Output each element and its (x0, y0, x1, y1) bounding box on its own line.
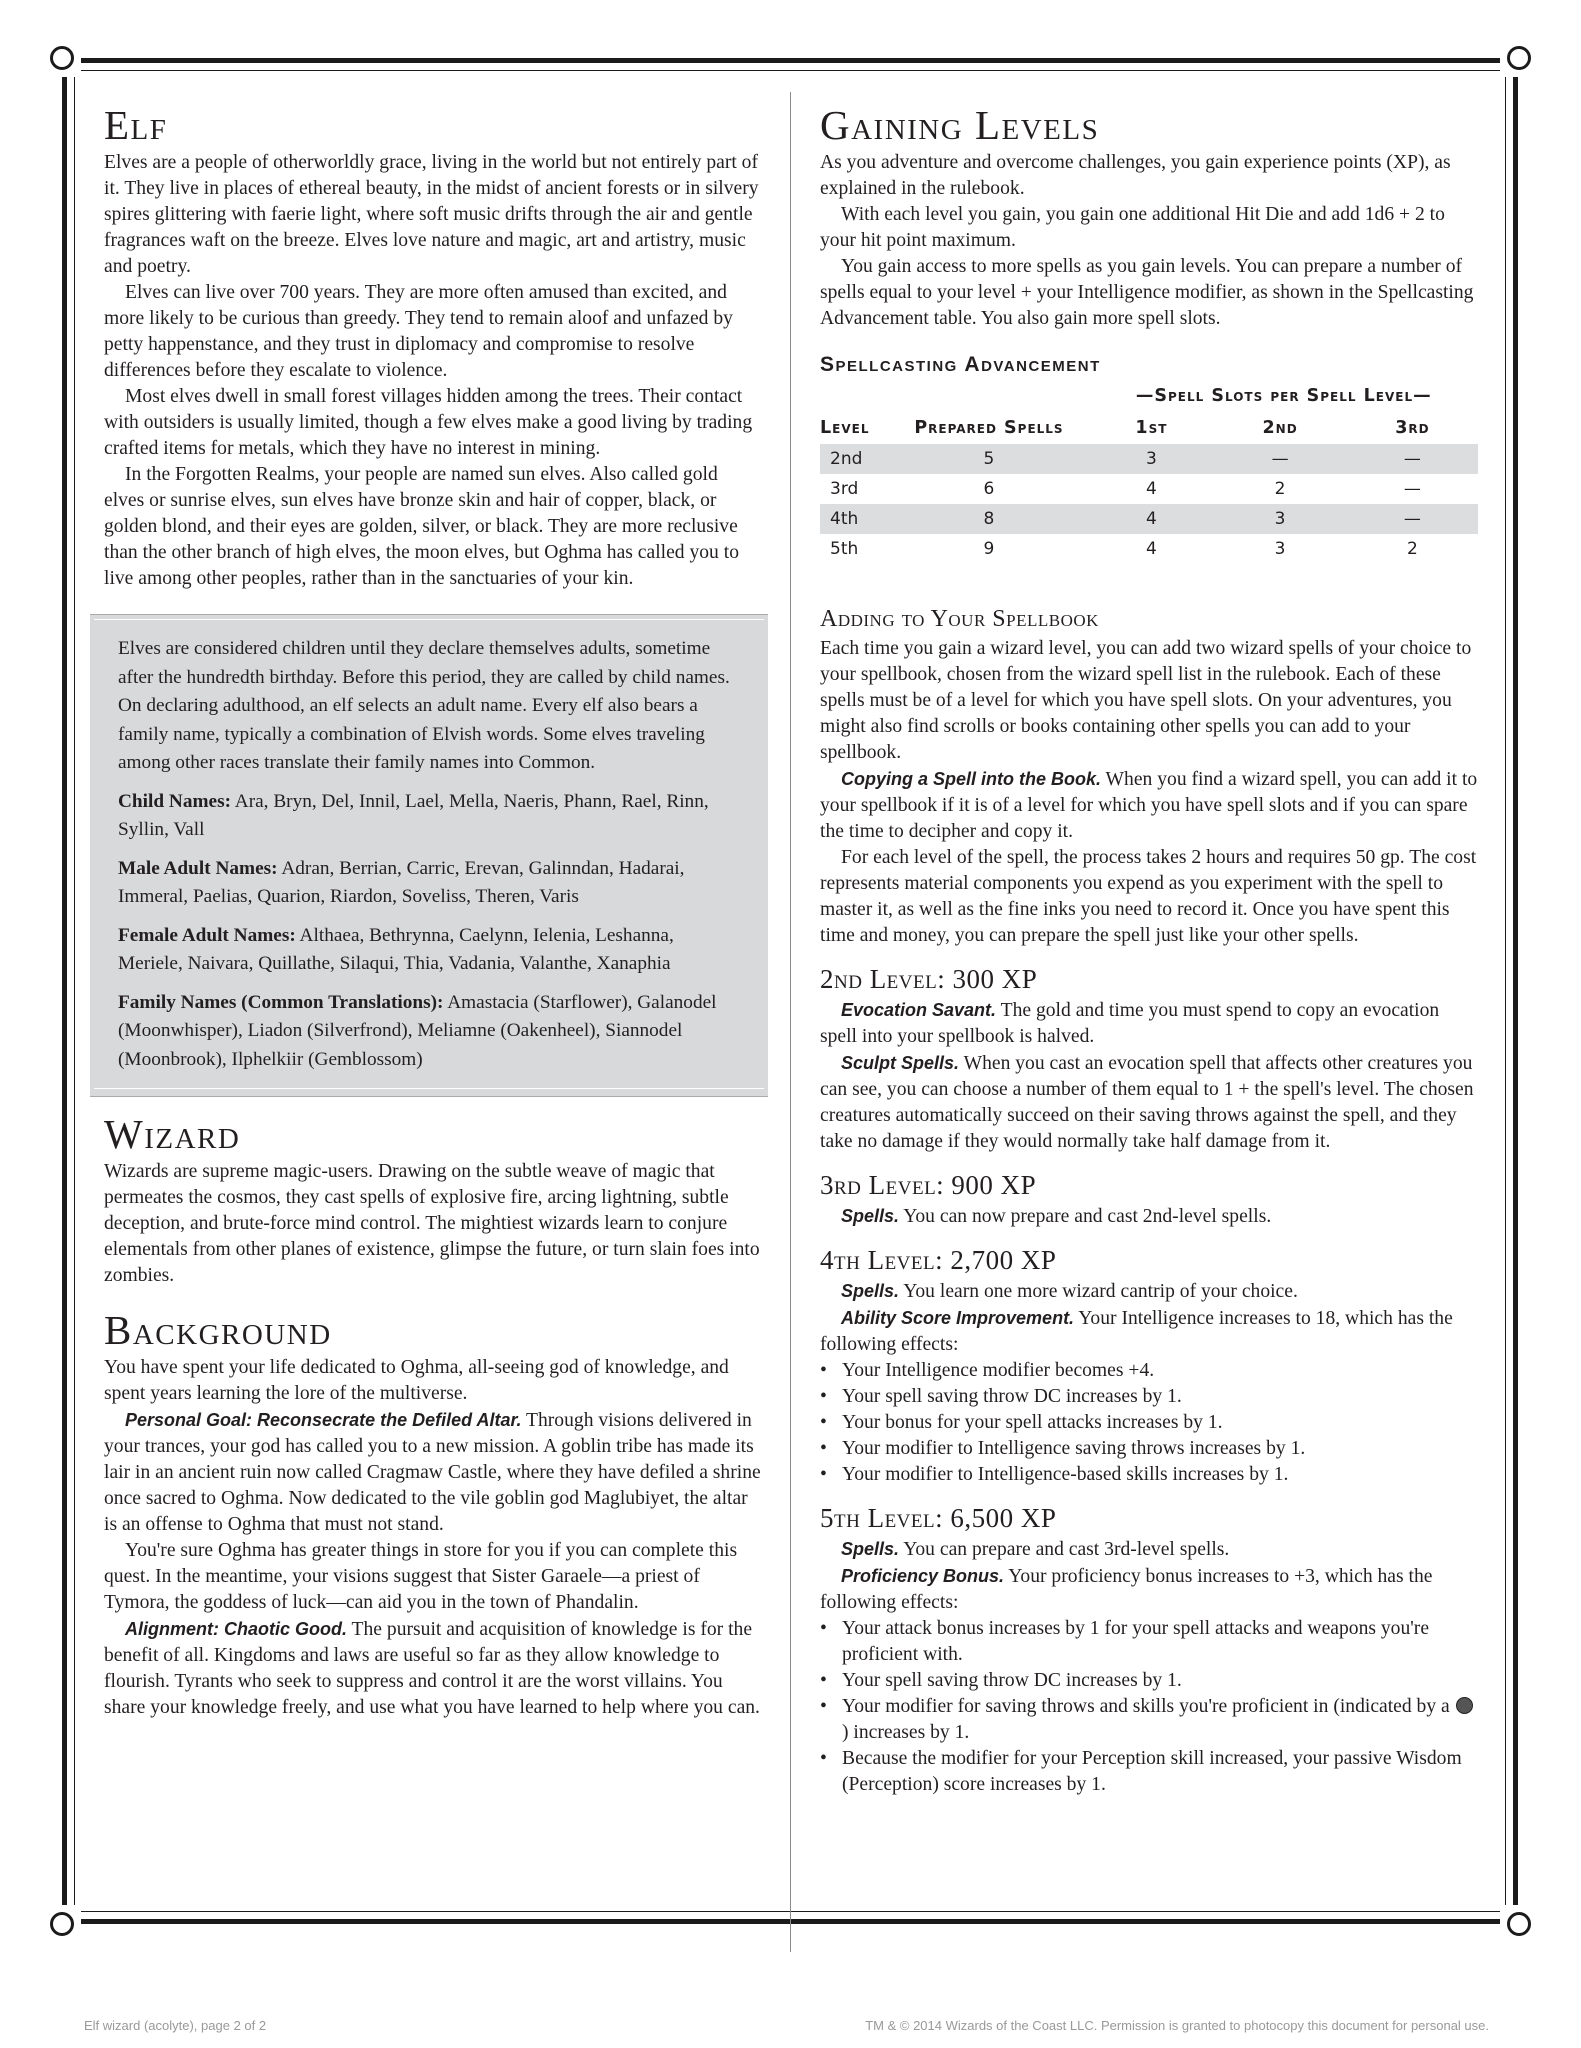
table-header-row (820, 412, 1478, 444)
spells-text: You learn one more wizard cantrip of your choice. (899, 1281, 1298, 1302)
footer-copyright: TM & © 2014 Wizards of the Coast LLC. Permission is granted to photocopy this document for personal use. (865, 2018, 1489, 2033)
ability-score-improvement (820, 1305, 1478, 1358)
spells-text: You can prepare and cast 3rd-level spells. (899, 1539, 1230, 1560)
list-item: • Your modifier to Intelligence saving throws increases by 1. (820, 1436, 1478, 1462)
table-cell: 8 (888, 504, 1089, 534)
spellcasting-table-title: Spellcasting Advancement (820, 353, 1101, 376)
spellbook-heading: Adding to Your Spellbook (820, 606, 1099, 632)
list-item-text: Your modifier for saving throws and skills you're proficient in (indicated by a (842, 1696, 1455, 1717)
table-superheader-row (820, 380, 1478, 412)
male-names (118, 855, 740, 912)
table-header-spacer (820, 380, 1090, 412)
female-names (118, 922, 740, 979)
list-item: • Your spell saving throw DC increases by 1. (820, 1384, 1478, 1410)
list-item: • Your bonus for your spell attacks increases by 1. (820, 1410, 1478, 1436)
table-cell: 9 (983, 539, 995, 559)
table-cell: — (1213, 444, 1347, 474)
personal-goal (104, 1407, 762, 1538)
spells-label: Spells. (841, 1281, 900, 1301)
spells-label: Spells. (841, 1206, 900, 1226)
corner-ornament (1500, 39, 1538, 77)
table-cell: 4 (1145, 479, 1157, 499)
alignment (104, 1616, 762, 1721)
table-row (820, 534, 1478, 564)
table-cell: 3 (1090, 444, 1214, 474)
table-cell: 4th (820, 504, 888, 534)
footer-page-label: Elf wizard (acolyte), page 2 of 2 (84, 2018, 267, 2033)
sculpt-spells (820, 1050, 1478, 1155)
table-cell: — (1347, 444, 1478, 474)
personal-goal-label: Personal Goal: Reconsecrate the Defiled Altar. (125, 1410, 522, 1430)
wizard-paragraph: Wizards are supreme magic-users. Drawing on the subtle weave of magic that permeates the cosmos, they cast spells of explosive fire, arcing lightning, subtle deception, and brute-force mind control. The mightiest wizards learn to conjure elementals from other planes of existence, glimpse the future, or turn slain foes into zombies. (104, 1161, 760, 1286)
table-cell: 3 (1213, 504, 1347, 534)
column-header: 1st (1135, 418, 1168, 438)
level-3-spells (820, 1203, 1478, 1230)
table-cell: 2 (1407, 539, 1418, 559)
female-names-list: Althaea, Bethrynna, Caelynn, Ielenia, Leshanna, Meriele, Naivara, Quillathe, Silaqui, Thia, Vadania, Valanthe, Xanaphia (118, 924, 674, 974)
level-4-spells (820, 1278, 1478, 1305)
sculpt-spells-label: Sculpt Spells. (841, 1053, 960, 1073)
elf-paragraph: In the Forgotten Realms, your people are named sun elves. Also called gold elves or sunrise elves, sun elves have bronze skin and hair of copper, black, or golden blond, and their eyes are golden, silver, or black. They are more reclusive than the other branch of high elves, the moon elves, but Oghma has called you to live among other peoples, rather than in the sanctuaries of your kin. (104, 464, 739, 589)
levels-paragraph: As you adventure and overcome challenges, you gain experience points (XP), as explained in the rulebook. (820, 152, 1451, 199)
table-cell: 6 (983, 479, 995, 499)
copying-spell-text: When you find a wizard spell, you can add it to your spellbook if it is of a level for which you have spell slots and if you can spare the time to decipher and copy it. (820, 769, 1478, 842)
right-column (820, 100, 1478, 1798)
list-item: • Your spell saving throw DC increases by 1. (820, 1668, 1478, 1694)
asi-text: Your Intelligence increases to 18, which has the following effects: (820, 1308, 1453, 1355)
child-names (118, 788, 740, 845)
list-item: • Your Intelligence modifier becomes +4. (820, 1358, 1478, 1384)
evocation-savant (820, 997, 1478, 1050)
levels-paragraph: With each level you gain, you gain one additional Hit Die and add 1d6 + 2 to your hit point maximum. (820, 204, 1445, 251)
corner-ornament (43, 39, 81, 77)
elf-paragraph: Elves are a people of otherworldly grace, living in the world but not entirely part of it. They live in places of ethereal beauty, in the midst of ancient forests or in silvery spires glittering with faerie light, where soft music drifts through the air and gentle fragrances waft on the breeze. Elves love nature and magic, art and artistry, music and poetry. (104, 152, 759, 277)
alignment-text: The pursuit and acquisition of knowledge is for the benefit of all. Kingdoms and laws are useful so far as they allow knowledge to flourish. Tyrants who seek to suppress and control it are the worst villains. You share your knowledge freely, and use what you have learned to help where you can. (104, 1619, 760, 1718)
column-header: 2nd (1262, 418, 1298, 438)
table-cell: 4 (1145, 539, 1157, 559)
level-4-effects-list (820, 1358, 1478, 1488)
table-cell: 3rd (830, 479, 859, 499)
corner-ornament (1500, 1905, 1538, 1943)
level-5-heading: 5th Level: 6,500 XP (820, 1503, 1057, 1533)
column-header: Prepared Spells (914, 418, 1064, 438)
list-item (820, 1694, 1478, 1746)
spellbook-paragraph: Each time you gain a wizard level, you can add two wizard spells of your choice to your spellbook, chosen from the wizard spell list in the rulebook. Each of these spells must be of a level for which you have spell slots. On your adventures, you might also find scrolls or books containing other spells you can add to your spellbook. (820, 638, 1472, 763)
child-names-list: Ara, Bryn, Del, Innil, Lael, Mella, Naeris, Phann, Rael, Rinn, Syllin, Vall (118, 790, 709, 840)
list-item-text: ) increases by 1. (842, 1722, 970, 1743)
male-names-list: Adran, Berrian, Carric, Erevan, Galinndan, Hadarai, Immeral, Paelias, Quarion, Riardon, Soveliss, Theren, Varis (118, 857, 685, 907)
level-3-heading: 3rd Level: 900 XP (820, 1170, 1037, 1200)
left-column (104, 100, 762, 1721)
background-paragraph: You have spent your life dedicated to Oghma, all-seeing god of knowledge, and spent years learning the lore of the multiverse. (104, 1357, 729, 1404)
elf-paragraph: Most elves dwell in small forest villages hidden among the trees. Their contact with outsiders is usually limited, though a few elves make a good living by trading crafted items for metals, which they have no interest in mining. (104, 386, 753, 459)
list-item: • Your attack bonus increases by 1 for your spell attacks and weapons you're proficient with. (820, 1616, 1478, 1668)
table-cell: 2 (1274, 479, 1286, 499)
list-item: • Your modifier to Intelligence-based skills increases by 1. (820, 1462, 1478, 1488)
table-cell: 5 (888, 444, 1089, 474)
alignment-label: Alignment: Chaotic Good. (125, 1619, 347, 1639)
gaining-levels-heading: Gaining Levels (820, 102, 1100, 148)
table-row (820, 444, 1478, 474)
elf-names-sidebar (90, 614, 768, 1097)
evocation-savant-label: Evocation Savant. (841, 1000, 997, 1020)
table-cell: 5th (830, 539, 859, 559)
male-names-label: Male Adult Names: (118, 857, 278, 879)
level-5-effects-list (820, 1616, 1478, 1798)
names-intro: Elves are considered children until they declare themselves adults, sometime after the hundredth birthday. Before this period, they are called by child names. On declaring adulthood, an elf selects an adult name. Every elf also bears a family name, typically a combination of Elvish words. Some elves traveling among other races translate their family names into Common. (118, 638, 730, 773)
copying-spell-label: Copying a Spell into the Book. (841, 769, 1102, 789)
level-2-heading: 2nd Level: 300 XP (820, 964, 1038, 994)
proficiency-bonus-label: Proficiency Bonus. (841, 1566, 1005, 1586)
spellbook-paragraph: For each level of the spell, the process takes 2 hours and requires 50 gp. The cost represents material components you expend as you experiment with the spell to master it, as well as the fine inks you need to record it. Once you have spent this time and money, you can prepare the spell just like your other spells. (820, 847, 1477, 946)
column-header: 3rd (1395, 418, 1430, 438)
spellcasting-advancement-table (820, 380, 1478, 564)
background-paragraph: You're sure Oghma has greater things in store for you if you can complete this quest. In the meantime, your visions suggest that Sister Garaele—a priest of Tymora, the goddess of luck—can aid you in the town of Phandalin. (104, 1540, 738, 1613)
table-row (820, 474, 1478, 504)
table-cell: — (1347, 504, 1478, 534)
spells-text: You can now prepare and cast 2nd-level spells. (899, 1206, 1272, 1227)
spell-slots-header: —Spell Slots per Spell Level— (1135, 386, 1432, 406)
elf-heading: Elf (104, 102, 168, 148)
table-row (820, 504, 1478, 534)
proficiency-bonus-text: Your proficiency bonus increases to +3, which has the following effects: (820, 1566, 1433, 1613)
list-item: • Because the modifier for your Perception skill increased, your passive Wisdom (Perception) score increases by 1. (820, 1746, 1478, 1798)
family-names-label: Family Names (Common Translations): (118, 991, 444, 1013)
wizard-heading: Wizard (104, 1111, 241, 1157)
table-cell: — (1403, 479, 1421, 499)
family-names-list: Amastacia (Starflower), Galanodel (Moonwhisper), Liadon (Silverfrond), Meliamne (Oakenheel), Siannodel (Moonbrook), Ilphelkiir (Gemblossom) (118, 991, 717, 1070)
spells-label: Spells. (841, 1539, 900, 1559)
corner-ornament (43, 1905, 81, 1943)
proficiency-bonus (820, 1563, 1478, 1616)
proficiency-dot-icon (1456, 1697, 1473, 1714)
level-4-heading: 4th Level: 2,700 XP (820, 1245, 1057, 1275)
table-cell: 3 (1274, 539, 1286, 559)
female-names-label: Female Adult Names: (118, 924, 296, 946)
column-divider (790, 92, 791, 1952)
background-heading: Background (104, 1307, 332, 1353)
table-cell: 4 (1090, 504, 1214, 534)
asi-label: Ability Score Improvement. (841, 1308, 1075, 1328)
personal-goal-text: Through visions delivered in your trances, your god has called you to a new mission. A goblin tribe has made its lair in an ancient ruin now called Cragmaw Castle, where they have defiled a shrine once sacred to Oghma. Now dedicated to the vile goblin god Maglubiyet, the altar is an offense to Oghma that must not stand. (104, 1410, 761, 1535)
copying-spell (820, 766, 1478, 845)
child-names-label: Child Names: (118, 790, 232, 812)
levels-paragraph: You gain access to more spells as you gain levels. You can prepare a number of spells equal to your level + your Intelligence modifier, as shown in the Spellcasting Advancement table. You also gain more spell slots. (820, 256, 1474, 329)
sculpt-spells-text: When you cast an evocation spell that affects other creatures you can see, you can choose a number of them equal to 1 + the spell's level. The chosen creatures automatically succeed on their saving throws against the spell, and they take no damage if they would normally take half damage from it. (820, 1053, 1474, 1152)
level-5-spells (820, 1536, 1478, 1563)
elf-paragraph: Elves can live over 700 years. They are more often amused than excited, and more likely to be curious than greedy. They tend to remain aloof and unfazed by petty happenstance, and they trust in diplomacy and compromise to resolve differences before they escalate to violence. (104, 282, 733, 381)
evocation-savant-text: The gold and time you must spend to copy an evocation spell into your spellbook is halved. (820, 1000, 1440, 1047)
column-header: Level (820, 418, 870, 438)
family-names (118, 989, 740, 1075)
table-cell: 2nd (820, 444, 888, 474)
